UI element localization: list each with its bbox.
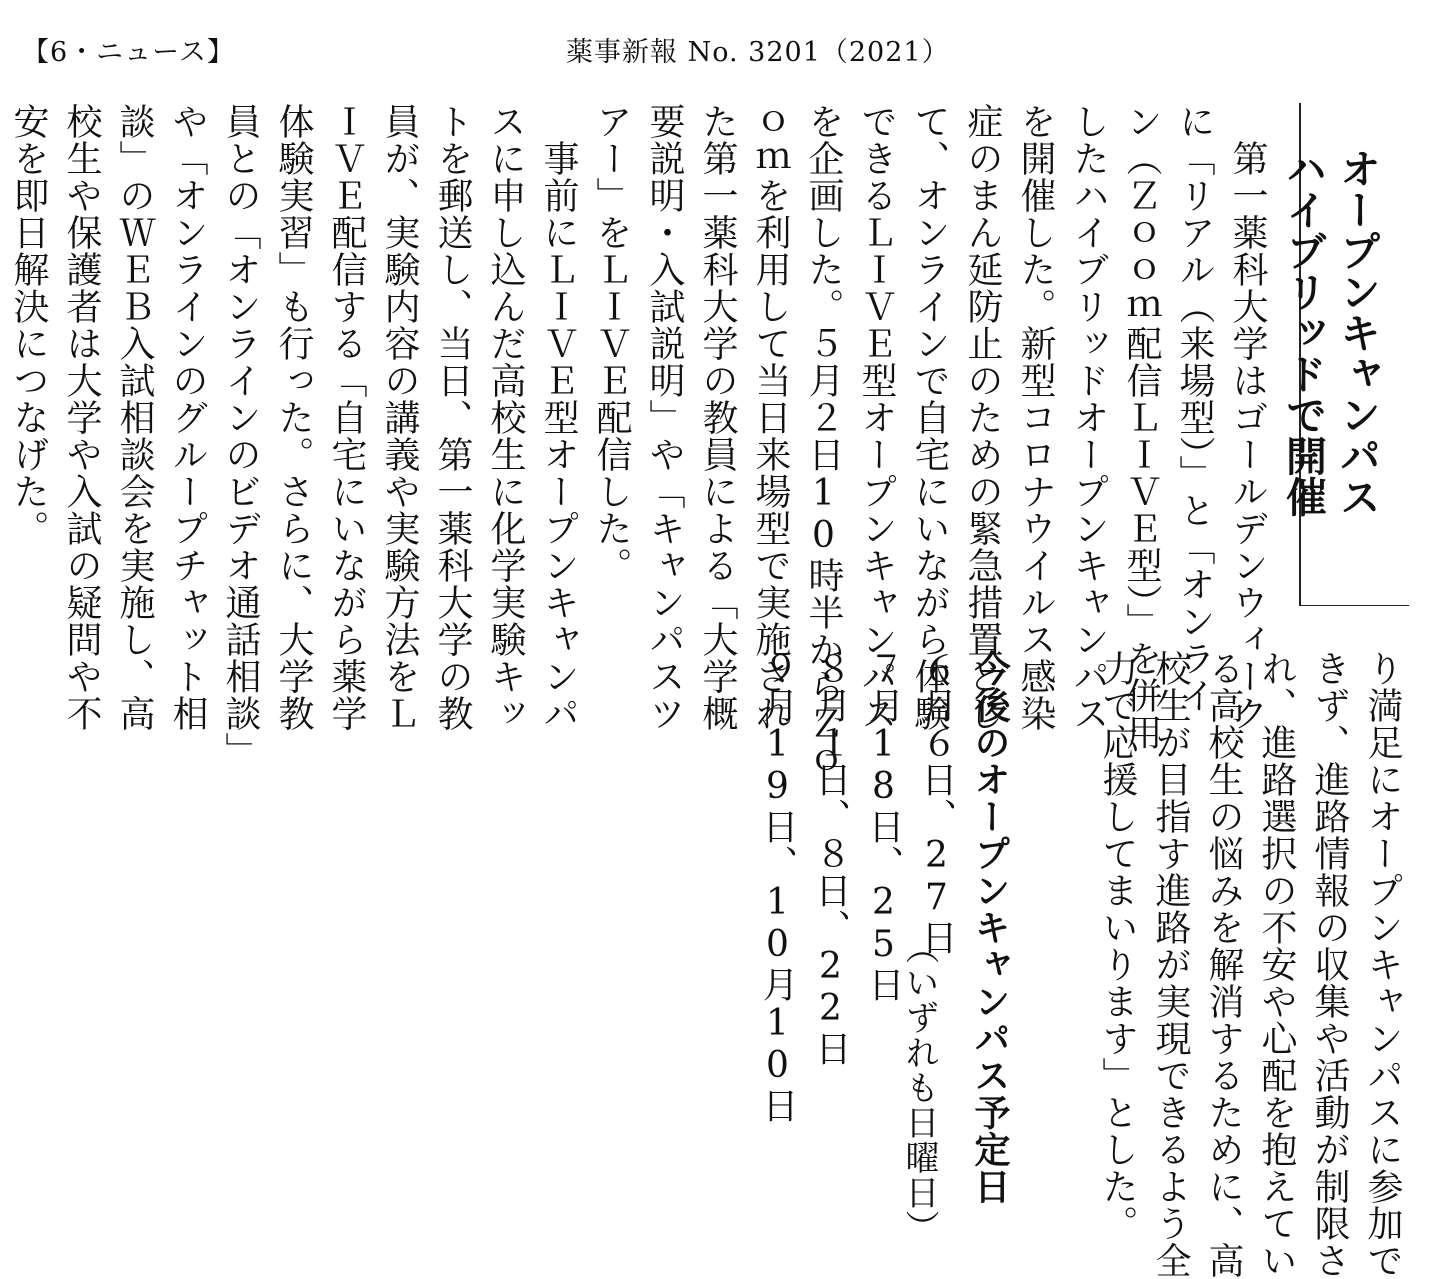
- headline: [1276, 148, 1384, 517]
- article-line: 校生が目指す進路が実現できるよう全: [1150, 650, 1191, 1279]
- article-line: スに申し込んだ高校生に化学実験キッ: [485, 103, 526, 732]
- article-line: きず、進路情報の収集や活動が制限さ: [1309, 650, 1350, 1279]
- schedule-date: ８月１日、８日、22日: [810, 650, 851, 1067]
- schedule-date: ６月６日、27日: [916, 650, 957, 956]
- schedule-heading: 今後のオープンキャンパス予定日: [969, 650, 1010, 1205]
- schedule-date: ７月18日、25日: [863, 650, 904, 1003]
- article-line: て、オンラインで自宅にいながら体験: [909, 103, 950, 732]
- article-line: り満足にオープンキャンパスに参加で: [1362, 650, 1403, 1279]
- article-line: 症のまん延防止のための緊急措置とし: [962, 103, 1003, 732]
- article-line: れ、進路選択の不安や心配を抱えてい: [1256, 650, 1297, 1279]
- schedule: [751, 650, 1016, 1205]
- article-upper: [0, 103, 1274, 779]
- article-line: 要説明・入試説明」や「キャンパスツ: [644, 103, 685, 732]
- article-line: したハイブリッドオープンキャンパス: [1068, 103, 1109, 732]
- article-line: ン（Ｚｏｏｍ配信ＬＩＶＥ型）」を併用: [1121, 103, 1162, 751]
- article-line: ｏｍを利用して当日来場型で実施され: [750, 103, 791, 732]
- article-line: 力で応援してまいります」とした。: [1097, 650, 1138, 1242]
- schedule-date: ９月19日、10月10日: [757, 650, 798, 1124]
- article-line: 安を即日解決につなげた。: [8, 103, 49, 547]
- article-line: や「オンラインのグループチャット相: [167, 103, 208, 732]
- schedule-note: （いずれも日曜日）: [899, 930, 939, 1245]
- article-line: 員が、実験内容の講義や実験方法をＬ: [379, 103, 420, 732]
- article-line: る高校生の悩みを解消するために、高: [1203, 650, 1244, 1279]
- article-line: トを郵送し、当日、第一薬科大学の教: [432, 103, 473, 732]
- article-line: 校生や保護者は大学や入試の疑問や不: [61, 103, 102, 732]
- article-line: 員との「オンラインのビデオ通話相談」: [220, 103, 261, 769]
- article-line: 第一薬科大学はゴールデンウィーク: [1227, 103, 1268, 732]
- article-line: ＩＶＥ配信する「自宅にいながら薬学: [326, 103, 367, 732]
- headline-line: ハイブリッドで開催: [1279, 148, 1327, 517]
- article-line: できるＬＩＶＥ型オープンキャンパス: [856, 103, 897, 732]
- article-line: に「リアル（来場型）」と「オンライ: [1174, 103, 1215, 714]
- article-line: た第一薬科大学の教員による「大学概: [697, 103, 738, 732]
- section-label: 【6・ニュース】: [22, 37, 235, 68]
- issue-info: 薬事新報 No. 3201（2021）: [566, 37, 950, 68]
- article-line: アー」をＬＩＶＥ配信した。: [591, 103, 632, 584]
- headline-line: オープンキャンパス: [1333, 148, 1381, 517]
- article-line: を企画した。５月２日10時半からＺｏ: [803, 103, 844, 779]
- article-line: [0, 103, 2, 723]
- article-line: 談」のＷＥＢ入試相談会を実施し、高: [114, 103, 155, 732]
- article-line: 体験実習」も行った。さらに、大学教: [273, 103, 314, 732]
- article-lower: [1091, 650, 1409, 1279]
- article-line: を開催した。新型コロナウイルス感染: [1015, 103, 1056, 732]
- article-line: 事前にＬＩＶＥ型オープンキャンパ: [538, 103, 579, 732]
